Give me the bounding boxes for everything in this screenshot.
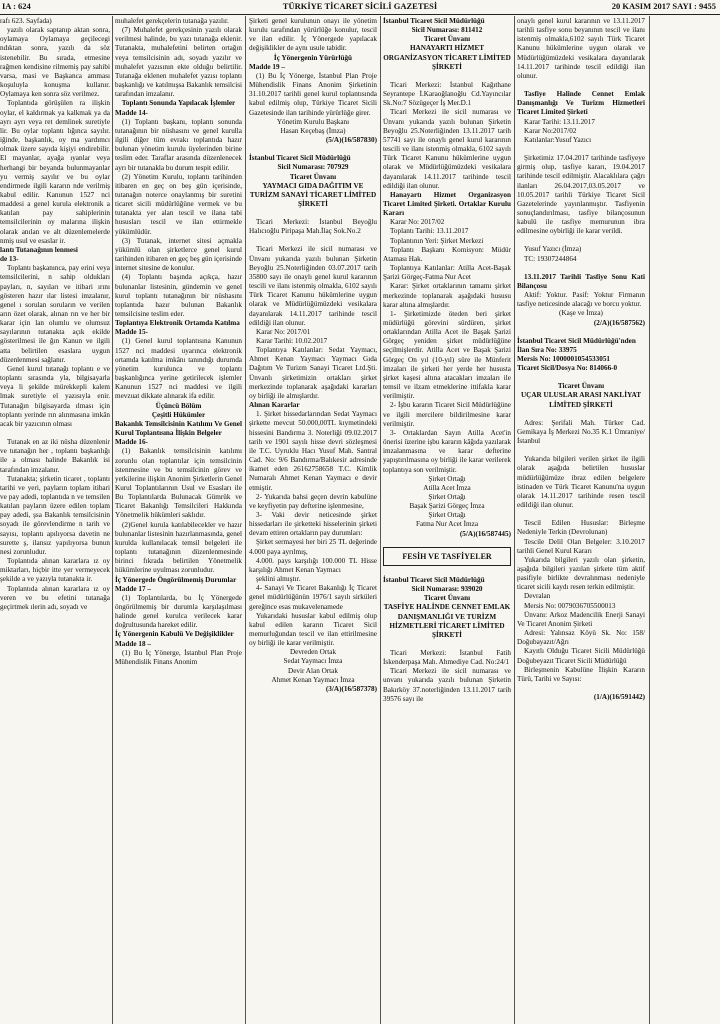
column-5 <box>517 17 645 1022</box>
section-heading: Çeşitli Hükümler <box>151 410 206 419</box>
article-number: Madde 17 – <box>115 584 151 593</box>
company-name: YAYMACI GIDA DAĞITIM VE TURİZM SANAYİ TİCARET LİMİTED ŞİRKETİ <box>249 181 377 208</box>
paragraph: Genel kurul tutanağı toplantı e ve toplantı sırasında yla, bilgisayarla veya li şekilde mürekkepli kalem lmak suretiyle el yazısıyla enir. Tutanağın bilgisayarda ılması için toplantı yerinde rın alınmasına imkân acak bir yazıcının olması <box>0 364 110 428</box>
signatory-title: Yönetim Kurulu Başkanı <box>276 117 350 126</box>
trade-name-label: Ticaret Ünvanı <box>423 594 471 603</box>
paragraph: Şirketimiz 17.04.2017 tarihinde tasfiyeye girmiş olup, tasfiye kararı, 19.04.2017 tarihinde tescil edilmiştir. Alacaklılara çağrı ilanları 26.04.2017,03.05.2017 ve 10.05.2017 tarihli Türkiye Ticaret Sicil Gazetelerinde yayınlanmıştır. Tasfiyenin sonuçlandırılması, tasfiye bilançosunun kabulü ile tasfiye memurunun ibra edilmesine oybirliği ile karar verildi. <box>517 154 645 236</box>
signatory-name: Ahmet Kenan Yaymacı İmza <box>271 675 355 684</box>
page-number: IA : 624 <box>2 1 31 11</box>
paragraph: Ticari Merkezi ile sicil numarası ve Ünvanı yukarıda yazılı bulunan Şirketin Beyoğlu 25.Noterliğinden 13.11.2017 tarih 57741 sayı ile onaylı genel kurul kararının tescili ve ilanı istenmiş olmakla, 6102 sayılı Türk Ticaret Kanunu hükümlerine uygun olarak ve Müdürlüğümüzdeki vesikalara dayanılarak 14.11.2017 tarihinde tescil edildiği ilan olunur. <box>383 108 511 190</box>
column-divider <box>380 16 381 1024</box>
paragraph: Devralan <box>524 592 551 601</box>
article-number: Madde 15- <box>115 328 148 337</box>
paragraph: Şirketi genel kurulunun onayı ile yönetim kurulu tarafından yürürlüğe konulur, tescil ve ilan edilir. İç Yönergede yapılacak değişiklikler de aynı usule tabidir. <box>249 17 377 53</box>
registry-office: İstanbul Ticaret Sicil Müdürlüğü'nden <box>517 336 636 345</box>
article-number: Madde 19 – <box>249 62 285 71</box>
paragraph: Toplantıda alınan kararlara ız oy miktarları, hiçbir itte yer vermeyecek şekilde a ve yazıyla tutanakta ir. <box>0 557 110 584</box>
signatory-title: Şirket Ortağı <box>428 474 466 483</box>
registry-office: İstanbul Ticaret Sicil Müdürlüğü <box>249 154 351 163</box>
paragraph: 1- Şirketimizde öteden beri şirket müdürlüğü görevini sürdüren, şirket ortaklarından Atilla Acet ile Başak Şarizi Görgeç yeniden şirket müdürlüğüne seçilmişlerdir. Atilla Acet ve Başak Şarizi Görgeç On yıl (10-yıl) süre ile Münferit imzaları ile şirketi her yerde her hususta şirket kaşesi altına atacakları imzaları ile temsil ve ilzam etmeklerine ittifakla karar verilmiştir. <box>383 309 511 401</box>
paragraph: (1) Bu İç Yönerge, İstanbul Plan Proje Mühendislik Finans Anonim <box>115 648 242 666</box>
signatory-name: Fatma Nur Acet İmza <box>415 520 479 529</box>
signatory-name: Atilla Acet İmza <box>423 483 471 492</box>
paragraph: Toplantı başkanınca, pay erini veya temsilcilerini, n sahip oldukları payları, n, sayıları ve itibari ırını gösteren hazır ılar listesi imzalanır, genel ı sorulan soruların ve verilen arın özet olarak, alınan rın ve her bir karar için lan olumlu ve olumsuz sayılarının tutanakta açık ekilde gösterilmesi ile ğın Kanun ve ilgili atta belirtilen esaslara uygun düzenlenmesi sağlanır. <box>0 264 110 364</box>
paragraph: 1. Şirket hissedarlarından Sedat Yaymacı şirkette mevcut 50.000,00TL kıymetindeki hissesini Bandırma 3. Noterliği 09.02.2017 tarih ve 1901 sayılı hisse devri sözleşmesi ile T.C. Uyruklu Hacı Yusuf Mah. Santral Cad. No: 9/6 Bandırma/Balıkesir adresinde ikamet eden 26162758658 T.C. Kimlik Numaralı Ahmet Kenan Yaymacı e devir etmiştir. <box>249 410 377 492</box>
paragraph: Tescile Delil Olan Belgeler: 3.10.2017 tarihli Genel Kurul Kararı <box>517 537 645 555</box>
signatory-name: Hasan Keçebaş (İmza) <box>280 126 346 135</box>
column-divider <box>112 16 113 1024</box>
column-6-margin <box>652 17 718 1022</box>
article-number: Madde 14- <box>115 108 148 117</box>
registry-number: Sicil Numarası: 707929 <box>277 163 349 172</box>
column-divider <box>245 16 246 1024</box>
notice-reference: (5/A)(16/587445) <box>459 529 511 538</box>
paragraph: şeklini almıştır. <box>256 575 301 584</box>
company-address: Ticari Merkezi: İstanbul Beyoğlu Halıcıoğlu Piripaşa Mah.İlaç Sok.No.2 <box>249 218 377 236</box>
section-heading: lantı Tutanağının lenmesi <box>0 245 78 254</box>
company-name: HANAYARTI HİZMET ORGANİZASYON TİCARET LİMİTED ŞİRKETİ <box>383 44 511 71</box>
paragraph: Adresi: Yalınsaz Köyü Sk. No: 158/ Doğubayazıt/Ağrı <box>517 629 645 647</box>
paragraph: (2)Genel kurula katılabilecekler ve hazır bulunanlar listesinin hazırlanmasında, genel kurulda kullanılacak temsil belgeleri ile toplantı tutanağının düzenlenmesinde birinci fıkrada belirtilen Yönetmelik hükümlerine uyulması zorunludur. <box>115 520 242 575</box>
paragraph: Yukarıda bilgileri yazılı olan şirketin, aşağıda bilgileri yazılan şirkete tüm aktif pasifiyle birlikte devralınması nedeniyle ticaret sicili kaydı resen terkin edilmiştir. <box>517 555 645 592</box>
column-divider <box>649 16 650 1024</box>
paragraph: (4) Toplantı başında açıkça, hazır bulunanlar listesinin, gündemin ve genel kurul toplantı tutanağının bir nüshasını toplantıda hazır bulunan Bakanlık temsilcisine teslim eder. <box>115 273 242 318</box>
column-3 <box>249 17 377 1022</box>
paragraph: Karar No: 2017/01 <box>256 327 311 336</box>
section-heading: İç Yönergede Öngörülmemiş Durumlar <box>115 575 237 584</box>
paragraph: Birleşmenin Kabulüne İlişkin Kararın Türü, Tarihi ve Sayısı: <box>517 665 645 683</box>
paragraph: 3- Vaki devir neticesinde şirket hissedarları ile şirketteki hisselerinin şirketi devam ettiren ortakların pay durumları: <box>249 510 377 538</box>
company-address: Ticari Merkezi: İstanbul Kağıthane Seyrantepe İ.Karaoğlanoğlu Cd.Yayıncılar Sk.No:7 Sözügeçer İş Mer.D.1 <box>383 80 511 108</box>
section-heading: Alınan Kararlar <box>249 401 300 410</box>
column-divider <box>514 16 515 1024</box>
paragraph: 4- Sanayi Ve Ticaret Bakanlığı İç Ticaret genel müdürlüğünün 1976/1 sayılı sirküleri gereğince esas mukavelenamede <box>249 584 377 611</box>
paragraph: Mersis No: 0079036705500013 <box>524 601 616 610</box>
paragraph: muhalefet gerekçelerin tutanağa yazılır. <box>115 17 229 25</box>
section-heading: Toplantı Sonunda Yapılacak İşlemler <box>121 99 236 108</box>
paragraph: 2- Yukarıda bahsi geçen devrin kabulüne ve keyfiyetin pay defterine işlenmesine, <box>249 492 377 510</box>
paragraph: (1) Toplantı başkanı, toplantı sonunda tutanağının bir nüshasını ve genel kurulla ilgili diğer tüm evrakı toplantıda hazır bulunan yönetim kurulu üyelerinden birine teslim eder. Taraflar arasında düzenlenecek ayrı bir tutanakla bu durum tespit edilir. <box>115 117 242 172</box>
signatory-name: Başak Şarizi Görgeç İmza <box>409 502 485 511</box>
paragraph: Ünvanı: Arkoz Madencilik Enerji Sanayi Ve Ticaret Anonim Şirketi <box>517 610 645 628</box>
signatory-name: Sedat Yaymacı İmza <box>283 657 343 666</box>
paragraph: Karar: Şirket ortaklarının tamamı şirket merkezinde toplanarak aşağıdaki hususu karar altına almışlardır. <box>383 282 511 309</box>
paragraph: (1) Bu İç Yönerge, İstanbul Plan Proje Mühendislik Finans Anonim Şirketinin 31.10.2017 tarihli genel kurul toplantısında kabul edilmiş olup, Türkiye Ticaret Sicili Gazetesinde ilan tarihinde yürürlüğe girer. <box>249 71 377 117</box>
mersis-number: Mersis No: 1000001054533051 <box>517 355 611 363</box>
paragraph: Aktif: Yoktur. Pasif: Yoktur Firmanın tasfiye neticesinde alacağı ve borcu yoktur. <box>517 291 645 309</box>
notice-reference: (5/A)(16/587830) <box>325 136 377 145</box>
registry-office: İstanbul Ticaret Sicil Müdürlüğü <box>383 17 485 25</box>
paragraph: (2) Yönetim Kurulu, toplantı tarihinden itibaren en geç on beş gün içerisinde, tutanağın noterce onaylanmış bir suretini ticaret sicili müdürlüğüne vermek ve bu tutanakta yer alan tescil ve ilana tabi hususları tescil ve ilan ettirmekle yükümlüdür. <box>115 172 242 236</box>
paragraph: Tutanakta; şirketin ticaret , toplantı tarihi ve yeri, payların toplam itibari ve pay adedi, toplantıda n ve temsilen katılan payların üzere edilen toplam pay adedi, şsa Bakanlık temsilcisinin soyadı ile görevlendirme n tarih ve sayısı, toplantı apılıyorsa davetin ne surette ş, ilansız yapılıyorsa bunun nesi zorunludur. <box>0 474 110 556</box>
registry-number: Sicil Numarası: 939020 <box>411 585 483 594</box>
paragraph: Ticari Merkezi ile sicil numarası ve unvanı yukarıda yazılı bulunan Şirketin Bakırköy 37.noterliğinden 13.11.2017 tarih 39576 sayı ile <box>383 667 511 703</box>
section-heading: Hanayartı Hizmet Organizasyon Ticaret Limited Şirketi. Ortaklar Kurulu Kararı <box>383 190 511 218</box>
company-name: UÇAR ULUSLAR ARASI NAKLİYAT LİMİTED ŞİRKETİ <box>520 391 641 409</box>
issue-date: 20 KASIM 2017 SAYI : 9455 <box>611 1 716 11</box>
paragraph: Yukarıdaki hususlar kabul edilmiş olup kabul edilen kararın Ticaret Sicil memurluğundan tescil ve ilan ettirilmesine oy birliği ile karar verilmiştir. <box>249 611 377 648</box>
section-heading: İç Yönergenin Yürürlüğü <box>273 53 353 62</box>
paragraph: (1) Toplantılarda, bu İç Yönergede öngörülmemiş bir durumla karşılaşılması halinde genel kurulca verilecek karar doğrultusunda hareket edilir. <box>115 593 242 630</box>
signature-stamp: (Kaşe ve İmza) <box>559 309 603 318</box>
gazette-title: TÜRKİYE TİCARET SİCİLİ GAZETESİ <box>282 1 438 11</box>
article-number: Madde 16- <box>115 438 148 447</box>
company-address: Ticari Merkezi: İstanbul Fatih İskenderpaşa Mah. Ahmediye Cad. No:24/1 <box>383 649 511 667</box>
paragraph: (3) Tutanak, internet sitesi açmakla yükümlü olan şirketlerce genel kurul tarihinden itibaren en geç beş gün içerisinde internet sitesine de konulur. <box>115 236 242 273</box>
signatory-title: Devreden Ortak <box>289 648 337 657</box>
file-number: Ticaret Sicil/Dosya No: 814066-0 <box>517 364 618 373</box>
paragraph: Toplantının Yeri: Şirket Merkezi <box>390 236 484 245</box>
paragraph: Toplantıya Katılanlar: Atilla Acet-Başak Şarizi Görgeç-Fatma Nur Acet <box>383 264 511 282</box>
paragraph: Katılanlar:Yusuf Yazıcı <box>524 135 592 144</box>
section-heading: Tasfiye Halinde Cennet Emlak Danışmanlığı Ve Turizm Hizmetleri Ticaret Limited Şirketi <box>517 90 645 117</box>
column-2 <box>115 17 242 1022</box>
paragraph: Tescil Edilen Hususlar: Birleşme Nedeniyle Terkin (Devrolunan) <box>517 519 645 537</box>
signatory-title: Şirket Ortağı <box>428 511 466 520</box>
signatory-id: TC: 19307244864 <box>524 254 577 263</box>
paragraph: 3- Ortaklardan Sayın Atilla Acet'in önerisi üzerine işbu kararın kâğıda yazılarak imzalanmasına ve karar defterine yapıştırılmasına oy birliği ile karar verilerek toplantıya son verilmiştir. <box>383 428 511 474</box>
section-heading: Üçüncü Bölüm <box>155 401 202 410</box>
paragraph: Toplantıda görüşülen ra ilişkin oylar, el kaldırmak ya kalkmak ya da ayrı ayrı veya ret demlinek suretiyle lir. Bu oylar toplantı lığınca sayılır. iğinde, başkanlık, oy ma yardımcı olmak üzere sayıda kişiyi endirebilir. El mayanlar, ayağa ıyanlar veya herhangi bir beyanda bulunmayanlar yu vermiş sayılır ve bu oylar endirmede ilgili kararın nde verilmiş kabul edilir. Kanunun 1527 nci maddesi a genel kurula elektronik a katılan pay sahiplerinin temsilcilerinin oy malarına ilişkin olarak anılan ve alt düzenlemelerde nmiş usul ve esaslar ir. <box>0 99 110 245</box>
article-number: de 13- <box>0 255 19 264</box>
registry-number: Sicil Numarası: 811412 <box>411 26 483 35</box>
paragraph: Karar Tarihi: 10.02.2017 <box>256 337 328 345</box>
paragraph: Ticari Merkezi ile sicil numarası ve Ünvanı yukarıda yazılı bulunan Şirketin Beyoğlu 25.Noterliğinden 03.07.2017 tarih 35800 sayı ile onaylı genel kurul kararının tescili ve ilanı istenmiş olmakla, 6102 sayılı Türk Ticaret Kanunu hükümlerine uygun olarak ve Müdürlüğümüzdeki vesikalara dayanılarak 14.11.2017 tarihinde tescil edildiği ilan olunur. <box>249 245 377 327</box>
paragraph: 2- İşbu kararın Ticaret Sicil Müdürlüğüne ve ilgili mercilere bildirilmesine karar verilmiştir. <box>383 401 511 428</box>
notice-reference: (1/A)(16/591442) <box>593 693 645 701</box>
paragraph: Tutanak en az iki nüsha düzenlenir ve tutanağın her , toplantı başkanlığı ile a olması halinde Bakanlık isi tarafından imzalanır. <box>0 438 110 474</box>
paragraph: Karar No:2017/02 <box>524 126 577 135</box>
paragraph: Toplantıda alınan kararlara ız oy veren ve bu efetini tutanağa geçirtmek ılerin adı, soyadı ve <box>0 584 110 611</box>
paragraph: Karar No: 2017/02 <box>390 218 445 227</box>
paragraph: (1) Bakanlık temsilcisinin katılımı zorunlu olan toplantılar için temsilcinin istenmesine ve bu temsilcinin görev ve yetkilerine ilişkin Anonim Şirketlerin Genel Kurul Toplantılarının Usul ve Esasları ile Bu Toplantılarda Bulunacak Gümrük ve Ticaret Bakanlığı Temsilcileri Hakkında Yönetmelik hükümleri saklıdır. <box>115 447 242 520</box>
paragraph: (7) Muhalefet gerekçesinin yazılı olarak verilmesi halinde, bu yazı tutanağa eklenir. Tutanakta, muhalefetini belirten ortağın veya temsilcisinin adı, soyadı yazılır ve muhalefet yazısının ekte olduğu belirtilir. Tutanağa eklenen muhalefet yazısı toplantı başkanlığı ve katılmışsa Bakanlık temsilcisi tarafından imzalanır. <box>115 26 242 99</box>
page-header <box>0 0 720 15</box>
section-heading: İç Yönergenin Kabulü Ve Değişiklikler <box>115 630 234 639</box>
paragraph: Toplantıya Katılanlar: Sedat Yaymacı, Ahmet Kenan Yaymacı Yaymacı Gıda Dağıtım Ve Turizm Sanayi Ticaret Ltd.Şti. Ünvanlı şirketimizin ortakları şirket merkezinde toplanarak aşağıdaki kararları oy birliği ile almışlardır. <box>249 346 377 400</box>
section-box-heading: FESİH VE TASFİYELER <box>383 547 511 566</box>
notice-reference: (2/A)(16/587562) <box>593 318 645 327</box>
signatory-title: Devir Alan Ortak <box>288 666 338 675</box>
paragraph: (1) Genel kurul toplantısına Kanunun 1527 nci maddesi uyarınca elektronik ortamda katılma imkânı tanındığı durumda yönetim kurulunca ve toplantı başkanlığınca yerine getirilecek işlemler Kanunun 1527 nci maddesi ve ilgili mevzuat dikkate alınarak ifa edilir. <box>115 337 242 401</box>
trade-name-label: Ticaret Ünvanı <box>289 172 337 181</box>
paragraph: 4.000. pays karşılığı 100.000 TL Hisse karşılığı Ahmet Kenan Yaymacı <box>249 556 377 574</box>
section-heading: Toplantıya Elektronik Ortamda Katılma <box>115 319 240 328</box>
announcement-number: İlan Sıra No: 33975 <box>517 345 577 354</box>
paragraph: onaylı genel kurul kararının ve 13.11.2017 tarihli tasfiye sonu beyanının tescil ve ilanı istenmiş olmakla,6102 sayılı Türk Ticaret Kanunu hükümlerine uygun olarak ve Müdürlüğümüzdeki vesikalara dayanılarak 14.11.2017 tarihinde tescil edildiği ilan olunur. <box>517 17 645 80</box>
company-name: TASFİYE HALİNDE CENNET EMLAK DANIŞMANLIĞI VE TURİZM HİZMETLERİ TİCARET LİMİTED ŞİRKETİ <box>383 603 511 639</box>
paragraph: Şirket sermayesi her biri 25 TL değerinde 4.000 paya ayrılmış, <box>249 538 377 556</box>
paragraph: Kayıtlı Olduğu Ticaret Sicili Müdürlüğü Doğubeyazıt Ticaret Sicili Müdürlüğü <box>517 647 645 665</box>
company-address: Adres: Şerifali Mah. Türker Cad. Gemikaya İş Merkezi No.35 K.1 Ümraniye/İstanbul <box>517 418 645 446</box>
paragraph: Karar Tarihi: 13.11.2017 <box>524 117 595 126</box>
paragraph: Yukarıda bilgileri verilen şirket ile ilgili olarak aşağıda belirtilen hususlar müdürlüğümüze ibraz edilen belgelere istinaden ve Türk Ticaret Kanunu'na uygun olarak 14.11.2017 tarihinde resen tescil edildiği ilan olunur. <box>517 455 645 510</box>
trade-name-label: Ticaret Ünvanı <box>423 35 471 44</box>
paragraph: Toplantı Başkanı Komisyon: Müdür Ataması Hak. <box>383 245 511 263</box>
section-heading: Bakanlık Temsilcisinin Katılımı Ve Genel Kurul Toplantısına İlişkin Belgeler <box>115 419 242 438</box>
column-4 <box>383 17 511 1022</box>
signatory-title: Şirket Ortağı <box>428 492 466 501</box>
column-1 <box>0 17 110 1022</box>
signatory-name: Yusuf Yazıcı (İmza) <box>524 245 582 254</box>
registry-office: İstanbul Ticaret Sicil Müdürlüğü <box>383 575 485 584</box>
paragraph: rafı 623. Sayfada) <box>0 17 52 25</box>
paragraph: Toplantı Tarihi: 13.11.2017 <box>390 227 469 236</box>
trade-name-label: Ticaret Ünvanı <box>557 382 605 391</box>
section-heading: 13.11.2017 Tarihli Tasfiye Sonu Kati Bilançosu <box>517 272 645 290</box>
notice-reference: (3/A)(16/587378) <box>325 684 377 693</box>
article-number: Madde 18 – <box>115 639 151 648</box>
paragraph: yazılı olarak saptanıp aktan sonra, oylamaya Oylamaya geçilecegi ndıktan sonra, yazılı da söz istenebilir. Bu sırada, etmesine rağmen kendisine rilmemiş pay sahibi varsa, masi ve Başkanca amması koşuluyla konuşma kullanır. Oylamaya ken sonra söz verilmez. <box>0 26 110 99</box>
